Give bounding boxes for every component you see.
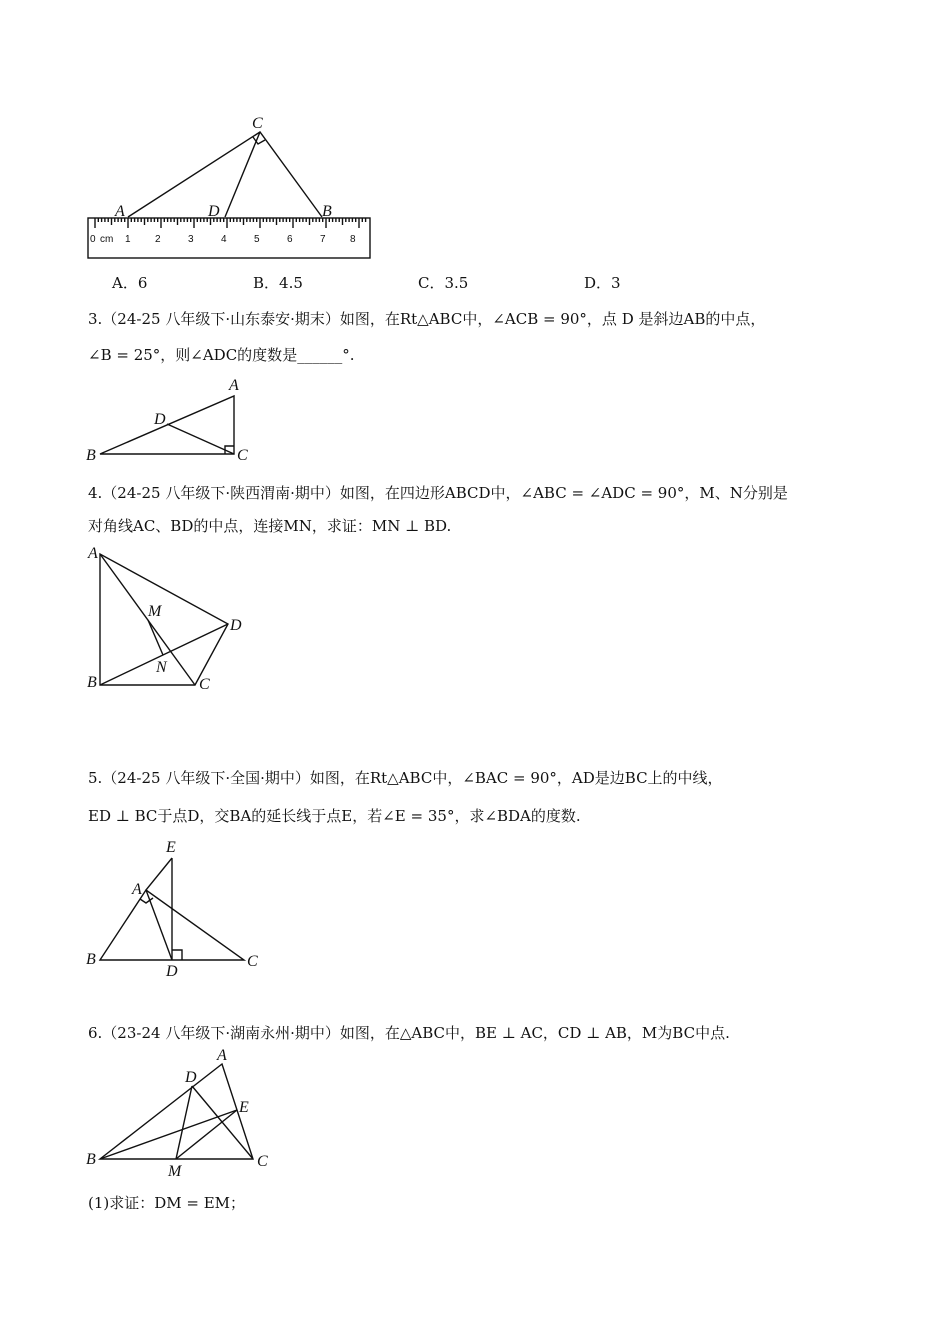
- q5-text-line2: ED ⊥ BC于点D，交BA的延长线于点E，若∠E = 35°，求∠BDA的度数.: [88, 807, 581, 825]
- q4-label-b: B: [87, 674, 97, 691]
- q6-figure: [82, 1048, 282, 1180]
- q5-segment-ea: [146, 858, 172, 890]
- q4-label-n: N: [156, 659, 167, 676]
- q6-triangle: [100, 1064, 253, 1159]
- q2-tick-7: 7: [320, 234, 326, 245]
- q4-text-line1: 4.（24-25 八年级下·陕西渭南·期中）如图，在四边形ABCD中，∠ABC = ∠ADC = 90°，M、N分别是: [88, 484, 788, 502]
- q4-label-d: D: [230, 617, 242, 634]
- q5-label-d: D: [166, 963, 178, 980]
- q2-figure: [80, 110, 380, 262]
- q2-tick-8: 8: [350, 234, 356, 245]
- q2-tick-cm: cm: [100, 234, 114, 245]
- q4-label-m: M: [148, 603, 162, 620]
- q6-label-c: C: [257, 1153, 268, 1170]
- q5-label-b: B: [86, 951, 96, 968]
- q6-label-a: A: [217, 1048, 227, 1064]
- q2-tick-5: 5: [254, 234, 260, 245]
- q3-label-a: A: [229, 377, 239, 394]
- q2-label-b: B: [322, 203, 332, 220]
- q2-option-a: A．6: [112, 274, 148, 292]
- q2-tick-2: 2: [155, 234, 161, 245]
- q6-subquestion-1: (1)求证：DM = EM；: [88, 1194, 246, 1212]
- q3-label-d: D: [154, 411, 166, 428]
- q6-label-b: B: [86, 1151, 96, 1168]
- q4-label-c: C: [199, 676, 210, 693]
- q5-figure: [82, 836, 272, 982]
- q3-label-c: C: [237, 447, 248, 464]
- q3-figure: [82, 374, 262, 468]
- q5-right-angle-mark-d: [172, 950, 182, 960]
- q5-text-line1: 5.（24-25 八年级下·全国·期中）如图，在Rt△ABC中，∠BAC = 90°，AD是边BC上的中线，: [88, 769, 723, 787]
- q4-figure: [82, 542, 262, 697]
- q6-label-d: D: [185, 1069, 197, 1086]
- q3-text-line1: 3.（24-25 八年级下·山东泰安·期末）如图，在Rt△ABC中，∠ACB = 90°，点 D 是斜边AB的中点，: [88, 310, 766, 328]
- q6-label-e: E: [239, 1099, 249, 1116]
- q2-segment-cd: [225, 132, 260, 217]
- q2-tick-0: 0: [90, 234, 96, 245]
- q2-option-c: C．3.5: [418, 274, 469, 292]
- q6-label-m: M: [168, 1163, 182, 1180]
- q6-text-line1: 6.（23-24 八年级下·湖南永州·期中）如图，在△ABC中，BE ⊥ AC，CD ⊥ AB，M为BC中点.: [88, 1024, 730, 1042]
- q5-label-e: E: [166, 839, 176, 856]
- q3-label-b: B: [86, 447, 96, 464]
- q5-label-c: C: [247, 953, 258, 970]
- q2-tick-6: 6: [287, 234, 293, 245]
- q4-text-line2: 对角线AC、BD的中点，连接MN，求证：MN ⊥ BD.: [88, 517, 452, 535]
- q2-triangle: [128, 132, 322, 217]
- q3-segment-dc: [167, 424, 234, 454]
- q2-tick-3: 3: [188, 234, 194, 245]
- q2-label-c: C: [252, 115, 263, 132]
- q2-option-d: D．3: [584, 274, 621, 292]
- q2-option-b: B．4.5: [253, 274, 303, 292]
- q2-label-a: A: [115, 203, 125, 220]
- q6-altitude-be: [100, 1110, 237, 1159]
- q4-label-a: A: [88, 545, 98, 562]
- q2-label-d: D: [208, 203, 220, 220]
- q3-text-line2: ∠B = 25°，则∠ADC的度数是______°.: [88, 346, 355, 364]
- q2-tick-1: 1: [125, 234, 131, 245]
- q5-label-a: A: [132, 881, 142, 898]
- q2-tick-4: 4: [221, 234, 227, 245]
